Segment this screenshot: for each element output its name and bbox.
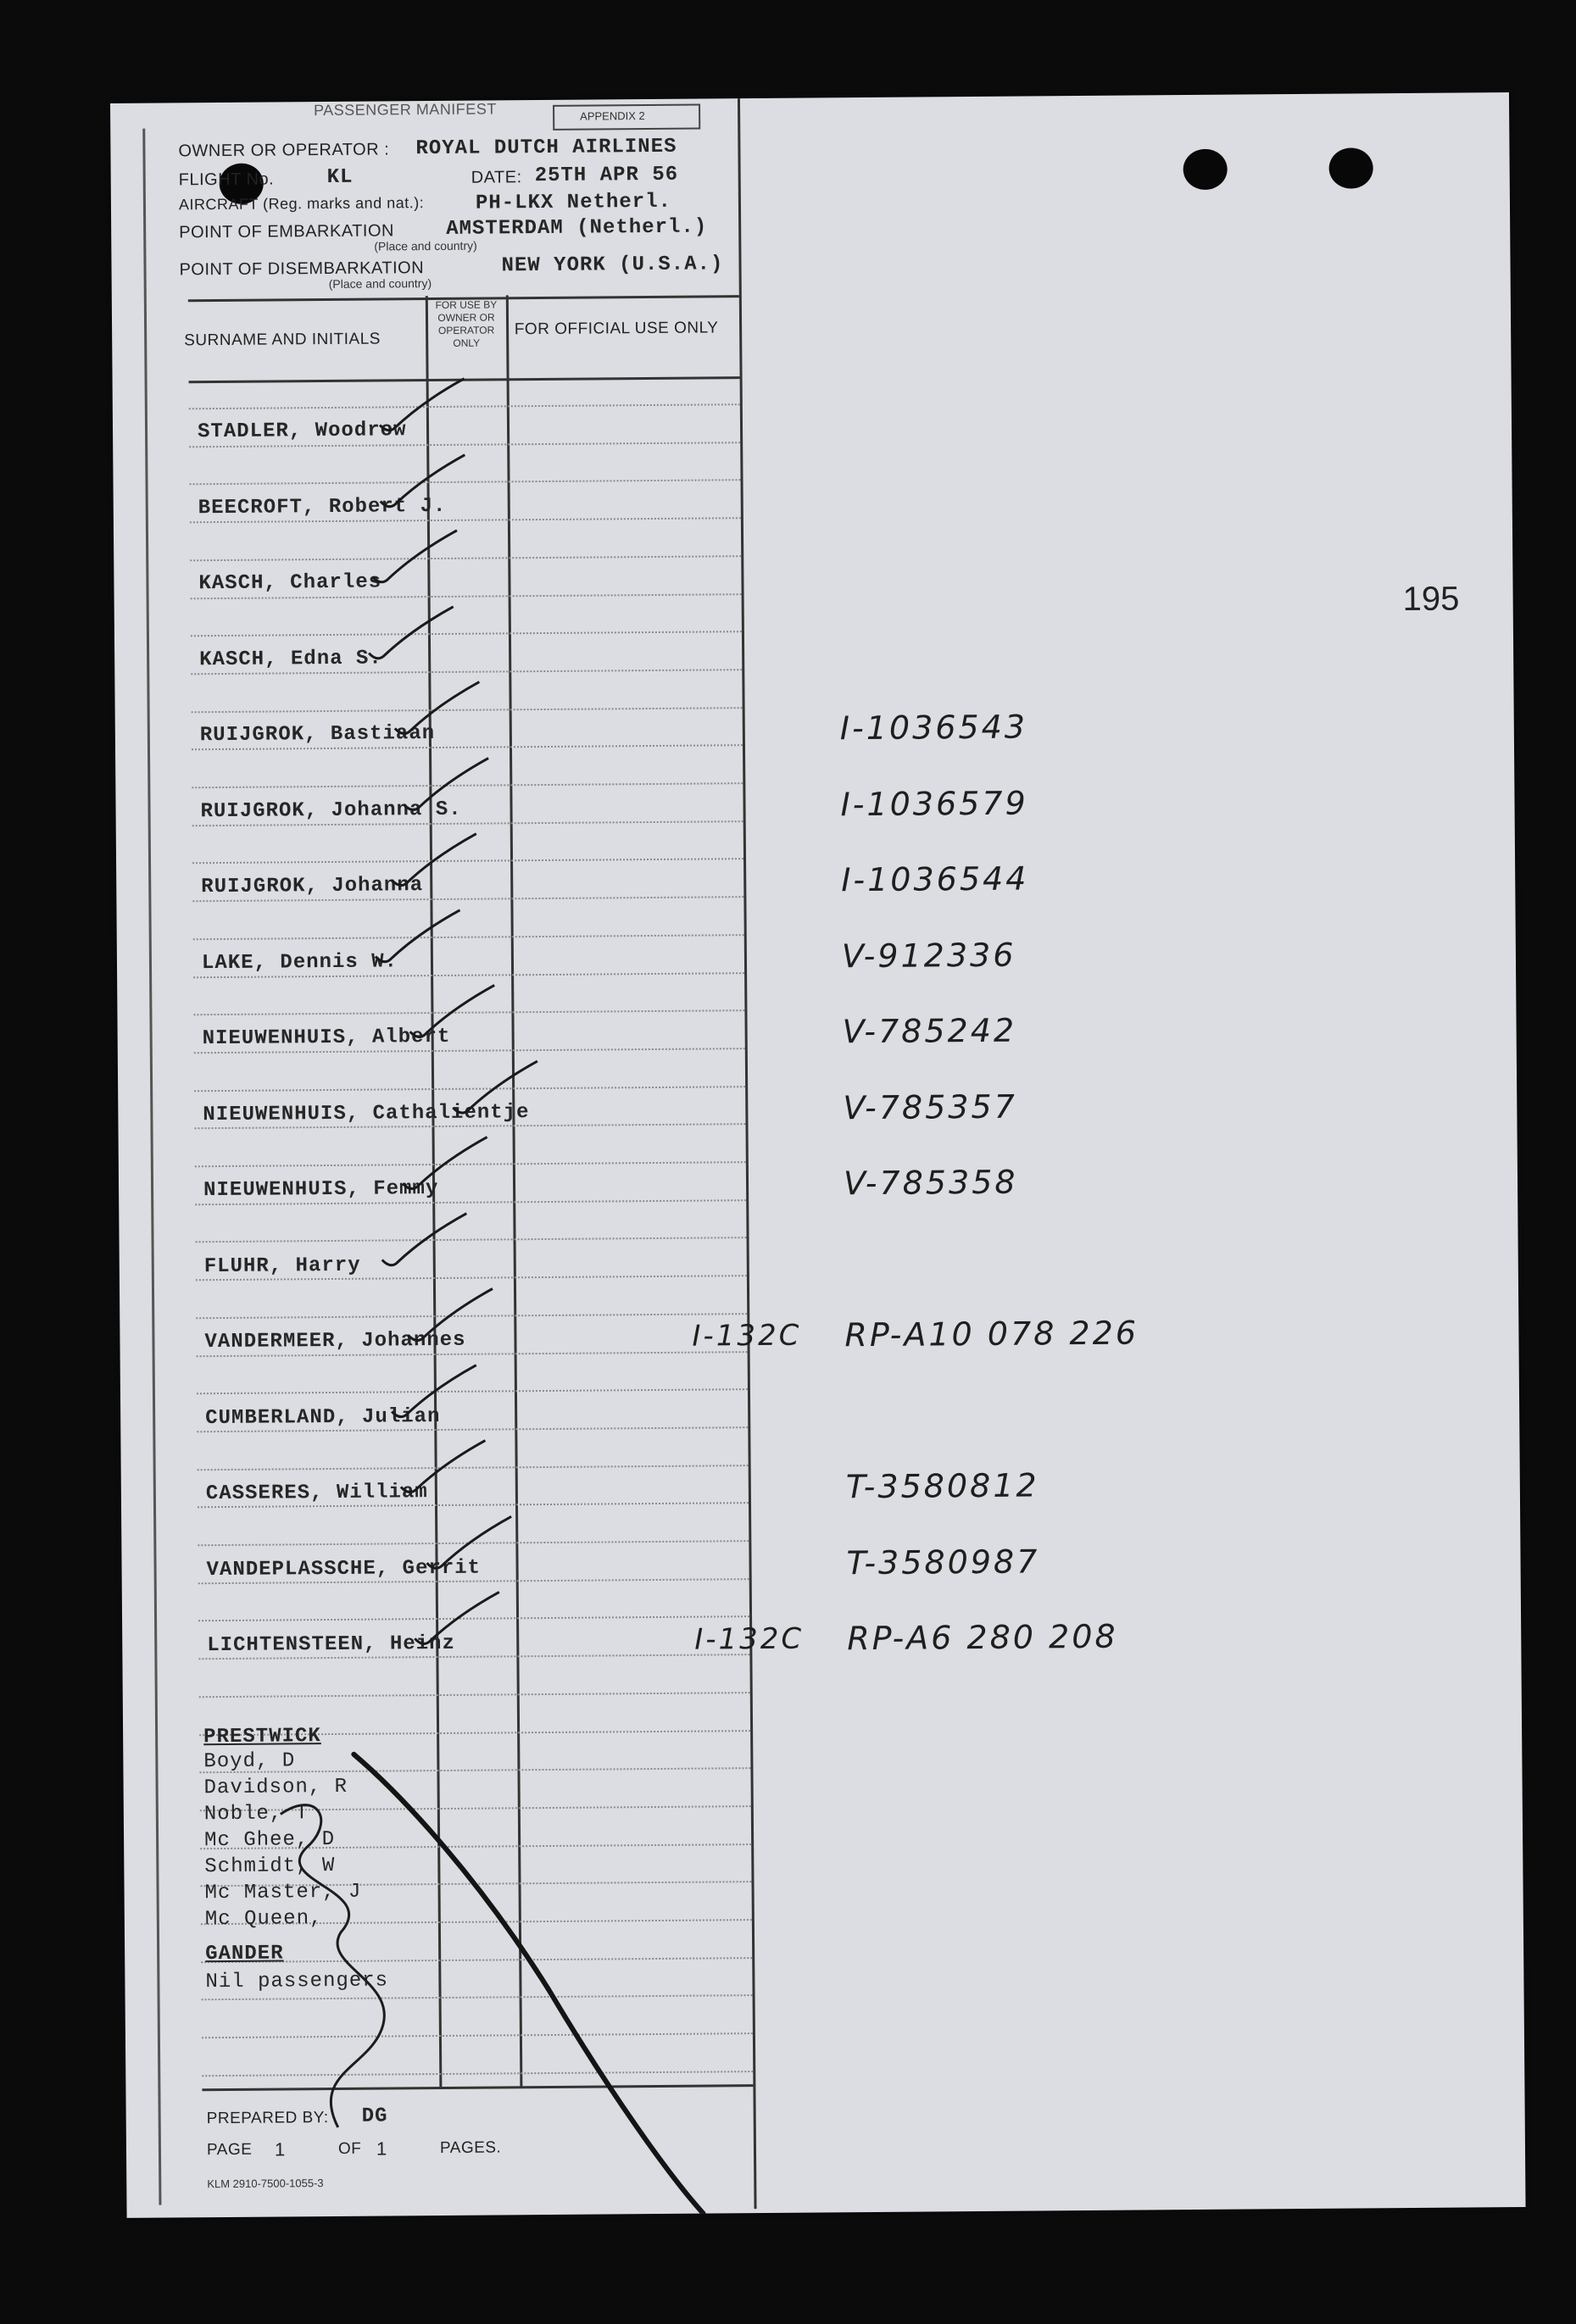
passenger-name: KASCH, Charles bbox=[198, 570, 382, 596]
document-number: V-785357 bbox=[843, 1087, 1017, 1126]
passenger-name: RUIJGROK, Bastiaan bbox=[199, 722, 436, 748]
date-label: DATE: bbox=[471, 168, 522, 187]
form-code: KLM 2910-7500-1055-3 bbox=[207, 2177, 324, 2191]
owner-value: ROYAL DUTCH AIRLINES bbox=[415, 135, 677, 161]
disembarkation-sublabel: (Place and country) bbox=[328, 276, 432, 291]
prestwick-name: Mc Queen, bbox=[204, 1907, 323, 1932]
aircraft-value: PH-LKX Netherl. bbox=[475, 190, 672, 215]
prestwick-name: Mc Master, J bbox=[204, 1880, 362, 1905]
prestwick-name: Mc Ghee, D bbox=[203, 1827, 336, 1853]
manifest-title: PASSENGER MANIFEST bbox=[313, 100, 497, 120]
document-number: RP-A6 280 208 bbox=[847, 1617, 1118, 1658]
embarkation-label: POINT OF EMBARKATION bbox=[179, 221, 395, 242]
prestwick-name: Davidson, R bbox=[203, 1775, 348, 1800]
passenger-name: KASCH, Edna S. bbox=[199, 647, 382, 671]
column-header-surname: SURNAME AND INITIALS bbox=[184, 330, 381, 350]
passenger-name: FLUHR, Harry bbox=[203, 1254, 361, 1278]
passenger-name: NIEUWENHUIS, Femmy bbox=[203, 1176, 439, 1203]
document-number: V-785358 bbox=[843, 1163, 1018, 1203]
disembarkation-value: NEW YORK (U.S.A.) bbox=[501, 253, 724, 278]
passenger-name: VANDERMEER, Johannes bbox=[204, 1328, 466, 1354]
manifest-sheet bbox=[110, 92, 1526, 2218]
document-number: I-1036544 bbox=[841, 859, 1029, 899]
prepared-by-label: PREPARED BY: bbox=[206, 2109, 329, 2128]
passenger-name: BEECROFT, Robert J. bbox=[198, 494, 447, 520]
embarkation-sublabel: (Place and country) bbox=[374, 238, 477, 253]
flight-label: FLIGHT No. bbox=[178, 170, 275, 190]
flight-value: KL bbox=[326, 165, 354, 189]
passenger-name: NIEUWENHUIS, Albert bbox=[202, 1025, 451, 1051]
prestwick-heading: PRESTWICK bbox=[203, 1725, 321, 1749]
cancel-stroke bbox=[354, 1752, 703, 2216]
gander-heading: GANDER bbox=[205, 1942, 284, 1966]
passenger-name: STADLER, Woodrow bbox=[197, 419, 407, 444]
aircraft-label: AIRCRAFT (Reg. marks and nat.): bbox=[178, 194, 425, 214]
passenger-name: RUIJGROK, Johanna S. bbox=[200, 798, 462, 823]
document-number: I-1036543 bbox=[839, 708, 1028, 748]
document-number: T-3580987 bbox=[846, 1542, 1040, 1582]
passenger-name: CUMBERLAND, Julian bbox=[205, 1404, 441, 1430]
prestwick-name: Schmidt, W bbox=[204, 1854, 336, 1879]
column-header-owner: FOR USE BY OWNER OR OPERATOR ONLY bbox=[435, 298, 498, 349]
passenger-name: CASSERES, William bbox=[205, 1481, 428, 1506]
date-value: 25TH APR 56 bbox=[534, 163, 679, 188]
document-number: T-3580812 bbox=[845, 1466, 1039, 1506]
of-value: 1 bbox=[376, 2138, 387, 2160]
owner-label: OWNER OR OPERATOR : bbox=[178, 140, 390, 161]
gander-note: Nil passengers bbox=[205, 1969, 389, 1994]
document-number: V-785242 bbox=[842, 1011, 1017, 1051]
pen-strokes bbox=[110, 92, 1526, 2218]
embarkation-value: AMSTERDAM (Netherl.) bbox=[446, 215, 708, 241]
page-number-stamp: 195 bbox=[1402, 580, 1460, 619]
passenger-name: VANDEPLASSCHE, Gerrit bbox=[206, 1556, 482, 1582]
prestwick-name: Noble, T bbox=[203, 1802, 309, 1826]
document-number: I-1036579 bbox=[840, 784, 1028, 823]
disembarkation-label: POINT OF DISEMBARKATION bbox=[179, 259, 425, 280]
passenger-name: LAKE, Dennis W. bbox=[201, 949, 398, 975]
official-code: I-132C bbox=[694, 1621, 805, 1657]
pages-label: PAGES. bbox=[439, 2138, 502, 2158]
document-number: RP-A10 078 226 bbox=[844, 1314, 1139, 1354]
page-label: PAGE bbox=[206, 2140, 253, 2160]
appendix-label: APPENDIX 2 bbox=[580, 109, 645, 123]
passenger-name: RUIJGROK, Johanna bbox=[201, 874, 424, 899]
passenger-name: NIEUWENHUIS, Cathalientje bbox=[203, 1100, 530, 1126]
of-label: OF bbox=[337, 2139, 362, 2158]
document-number: V-912336 bbox=[841, 936, 1016, 975]
passenger-name: LICHTENSTEEN, Heinz bbox=[207, 1632, 456, 1658]
bracket-scribble bbox=[281, 1804, 386, 2128]
column-header-official: FOR OFFICIAL USE ONLY bbox=[514, 319, 719, 339]
official-code: I-132C bbox=[692, 1318, 802, 1354]
prestwick-name: Boyd, D bbox=[203, 1749, 296, 1774]
page-value: 1 bbox=[274, 2138, 286, 2160]
prepared-by-value: DG bbox=[361, 2104, 388, 2128]
